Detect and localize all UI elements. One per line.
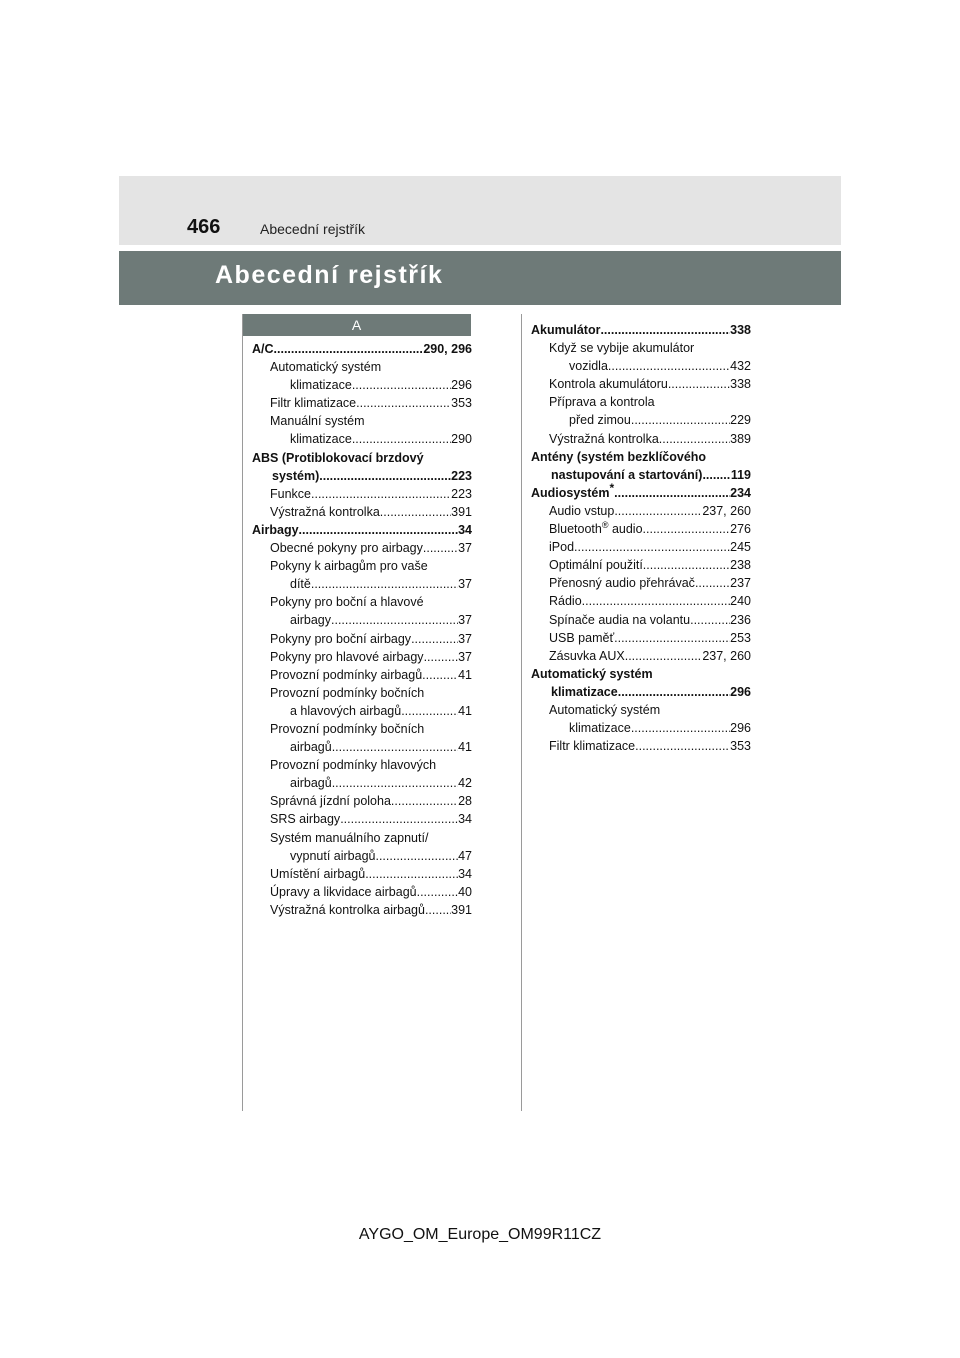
- dot-leader: [352, 376, 451, 394]
- index-entry-label: Systém manuálního zapnutí/: [270, 830, 429, 845]
- index-entry-label: Manuální systém: [270, 414, 365, 429]
- dot-leader: [417, 883, 458, 901]
- index-entry-page: 41: [458, 703, 472, 718]
- index-entry-label: a hlavových airbagů: [290, 703, 402, 718]
- index-entry-label: klimatizace: [290, 432, 352, 447]
- dot-leader: [391, 792, 458, 810]
- index-entry-page: 40: [458, 884, 472, 899]
- dot-leader: [582, 592, 730, 610]
- index-entry-page: 276: [730, 522, 751, 537]
- index-entry-page: 353: [451, 396, 472, 411]
- index-entry-label: vypnutí airbagů: [290, 848, 376, 863]
- index-letter-header: A: [242, 314, 471, 336]
- index-entry: [252, 376, 472, 394]
- index-entry: [531, 683, 751, 701]
- index-entry: [252, 539, 472, 557]
- index-entry: [531, 448, 751, 466]
- index-entry-label: Provozní podmínky hlavových: [270, 758, 437, 773]
- dot-leader: [643, 520, 731, 538]
- index-entry: [531, 357, 751, 375]
- left-column-divider: [242, 314, 243, 1111]
- index-entry: [531, 574, 751, 592]
- index-entry: [531, 502, 751, 520]
- index-entry-label: vozidla: [569, 359, 608, 374]
- index-entry-label: Přenosný audio přehrávač: [549, 576, 695, 591]
- index-entry-page: 290: [451, 432, 472, 447]
- dot-leader: [365, 865, 458, 883]
- index-entry: [252, 503, 472, 521]
- dot-leader: [332, 738, 458, 756]
- dot-leader: [380, 503, 451, 521]
- index-entry: [531, 701, 751, 719]
- dot-leader: [690, 611, 730, 629]
- index-entry: [252, 485, 472, 503]
- index-entry: [531, 719, 751, 737]
- index-entry: [252, 865, 472, 883]
- right-column-divider: [521, 314, 522, 1111]
- index-entry-page: 42: [458, 776, 472, 791]
- index-entry: [252, 630, 472, 648]
- index-entry: [531, 629, 751, 647]
- index-entry-label: airbagy: [290, 613, 331, 628]
- dot-leader: [631, 719, 730, 737]
- index-entry-label: Audiosystém*: [531, 480, 615, 500]
- index-entry: [531, 647, 751, 665]
- index-entry-page: 238: [730, 558, 751, 573]
- dot-leader: [311, 575, 458, 593]
- index-entry-label: Zásuvka AUX: [549, 648, 625, 663]
- index-entry-page: 391: [451, 902, 472, 917]
- dot-leader: [631, 411, 730, 429]
- header-band: [119, 176, 841, 245]
- index-entry-label: Správná jízdní poloha: [270, 794, 391, 809]
- index-entry-label: Pokyny k airbagům pro vaše: [270, 559, 428, 574]
- index-entry: [252, 449, 472, 467]
- index-entry: [252, 883, 472, 901]
- index-entry-page: 253: [730, 630, 751, 645]
- index-entry-page: 119: [730, 467, 751, 482]
- index-entry-superscript: ®: [601, 519, 609, 530]
- index-entry-label: Antény (systém bezklíčového: [531, 449, 707, 464]
- index-entry-label: Airbagy: [252, 522, 299, 537]
- index-entry: [531, 592, 751, 610]
- index-entry: [252, 575, 472, 593]
- index-entry: [531, 480, 751, 502]
- index-entry-page: 28: [458, 794, 472, 809]
- dot-leader: [422, 666, 458, 684]
- index-entry-page: 47: [458, 848, 472, 863]
- index-entry-page: 296: [451, 378, 472, 393]
- index-entry-label: klimatizace: [290, 378, 352, 393]
- index-entry-label: Příprava a kontrola: [549, 395, 655, 410]
- index-entry: [252, 358, 472, 376]
- index-entry: [252, 666, 472, 684]
- dot-leader: [332, 774, 458, 792]
- index-entry-label: klimatizace: [569, 721, 631, 736]
- index-entry-label: Automatický systém: [270, 360, 382, 375]
- dot-leader: [424, 648, 459, 666]
- index-entry: [531, 737, 751, 755]
- index-entry-page: 389: [730, 431, 751, 446]
- index-entry-page: 296: [730, 721, 751, 736]
- index-entry-label: Automatický systém: [549, 702, 661, 717]
- dot-leader: [608, 357, 730, 375]
- dot-leader: [352, 430, 451, 448]
- index-entry-page: 391: [451, 504, 472, 519]
- dot-leader: [423, 539, 458, 557]
- index-entry-label: dítě: [290, 577, 311, 592]
- index-entry-page: 237, 260: [702, 503, 751, 518]
- dot-leader: [618, 683, 730, 701]
- index-entry-label: Filtr klimatizace: [549, 739, 636, 754]
- index-column-right: [531, 321, 751, 755]
- index-entry-label: Bluetooth® audio: [549, 519, 643, 537]
- index-entry-page: 41: [458, 667, 472, 682]
- index-entry: [531, 430, 751, 448]
- index-entry-label: Pokyny pro hlavové airbagy: [270, 649, 424, 664]
- index-column-left: [252, 340, 472, 919]
- index-entry: [531, 393, 751, 411]
- index-entry: [531, 665, 751, 683]
- index-entry: [252, 611, 472, 629]
- index-entry: [252, 847, 472, 865]
- index-entry: [531, 339, 751, 357]
- index-entry: [531, 538, 751, 556]
- index-entry-page: 338: [730, 377, 751, 392]
- index-entry-label: Pokyny pro boční a hlavové: [270, 595, 424, 610]
- index-entry: [252, 467, 472, 485]
- index-entry: [252, 557, 472, 575]
- index-entry-page: 223: [451, 468, 472, 483]
- index-entry: [252, 810, 472, 828]
- index-entry-label: Audio vstup: [549, 503, 615, 518]
- index-entry-label: Funkce: [270, 486, 311, 501]
- index-entry: [252, 792, 472, 810]
- page-number: 466: [187, 216, 221, 238]
- index-entry: [531, 520, 751, 538]
- index-entry-page: 34: [458, 522, 472, 537]
- dot-leader: [643, 556, 730, 574]
- index-entry-label: ABS (Protiblokovací brzdový: [252, 450, 424, 465]
- index-entry-label: iPod: [549, 540, 575, 555]
- index-entry: [252, 684, 472, 702]
- index-entry-label: airbagů: [290, 776, 332, 791]
- dot-leader: [668, 375, 730, 393]
- index-entry: [252, 430, 472, 448]
- index-entry: [531, 321, 751, 339]
- index-entry-superscript: *: [609, 480, 615, 495]
- index-entry-page: 229: [730, 413, 751, 428]
- index-entry: [252, 648, 472, 666]
- index-entry-label: Úpravy a likvidace airbagů: [270, 884, 417, 899]
- index-entry-page: 290, 296: [423, 342, 472, 356]
- index-entry: [252, 340, 472, 358]
- dot-leader: [614, 502, 702, 520]
- index-entry-label: Spínače audia na volantu: [549, 612, 691, 627]
- index-entry-page: 353: [730, 739, 751, 754]
- index-entry-page: 237, 260: [702, 648, 751, 663]
- index-entry-label: Výstražná kontrolka: [270, 504, 380, 519]
- index-entry-label: Výstražná kontrolka: [549, 431, 659, 446]
- index-entry-page: 234: [730, 485, 751, 500]
- index-entry-label: Automatický systém: [531, 666, 653, 681]
- index-entry-page: 37: [458, 649, 472, 664]
- dot-leader: [299, 521, 459, 539]
- dot-leader: [340, 810, 458, 828]
- index-entry: [252, 702, 472, 720]
- index-entry-label: A/C: [252, 342, 274, 356]
- index-entry: [252, 774, 472, 792]
- index-entry: [252, 521, 472, 539]
- dot-leader: [401, 702, 458, 720]
- dot-leader: [311, 485, 451, 503]
- dot-leader: [425, 901, 451, 919]
- index-entry-page: 34: [458, 812, 472, 827]
- dot-leader: [702, 466, 730, 484]
- dot-leader: [319, 467, 451, 485]
- index-entry-label: Filtr klimatizace: [270, 396, 357, 411]
- index-entry: [252, 829, 472, 847]
- dot-leader: [600, 321, 730, 339]
- index-entry: [531, 375, 751, 393]
- index-entry: [252, 412, 472, 430]
- index-entry-page: 34: [458, 866, 472, 881]
- dot-leader: [625, 647, 703, 665]
- running-title: Abecední rejstřík: [260, 221, 366, 237]
- index-entry-page: 37: [458, 577, 472, 592]
- index-entry-label: nastupování a startování): [551, 467, 703, 482]
- index-entry-label: Umístění airbagů: [270, 866, 366, 881]
- index-entry-label: Výstražná kontrolka airbagů: [270, 902, 425, 917]
- index-entry-label: SRS airbagy: [270, 812, 341, 827]
- index-entry: [531, 466, 751, 484]
- index-entry-page: 296: [730, 684, 751, 699]
- dot-leader: [411, 630, 458, 648]
- index-entry: [531, 556, 751, 574]
- index-entry-label: Optimální použití: [549, 558, 643, 573]
- index-entry-label: airbagů: [290, 740, 332, 755]
- index-entry-label: Provozní podmínky bočních: [270, 685, 425, 700]
- index-entry-page: 240: [730, 594, 751, 609]
- index-entry-label: Kontrola akumulátoru: [549, 377, 668, 392]
- index-entry-page: 37: [458, 631, 472, 646]
- dot-leader: [375, 847, 458, 865]
- dot-leader: [574, 538, 730, 556]
- index-entry-page: 223: [451, 486, 472, 501]
- index-entry-label: Rádio: [549, 594, 582, 609]
- index-entry: [252, 901, 472, 919]
- dot-leader: [659, 430, 730, 448]
- dot-leader: [331, 611, 458, 629]
- dot-leader: [635, 737, 730, 755]
- index-entry: [252, 394, 472, 412]
- index-entry: [531, 611, 751, 629]
- document-code: AYGO_OM_Europe_OM99R11CZ: [358, 1226, 602, 1243]
- index-entry-page: 37: [458, 541, 472, 556]
- index-entry-page: 245: [730, 540, 751, 555]
- index-entry-label: před zimou: [569, 413, 631, 428]
- index-entry-label: Obecné pokyny pro airbagy: [270, 541, 423, 556]
- index-entry-label: Když se vybije akumulátor: [549, 341, 695, 356]
- index-entry: [252, 738, 472, 756]
- page-title: Abecední rejstřík: [215, 261, 444, 289]
- index-entry-page: 236: [730, 612, 751, 627]
- index-entry-page: 37: [458, 613, 472, 628]
- dot-leader: [274, 340, 424, 358]
- index-entry-page: 338: [730, 323, 751, 337]
- index-entry-page: 237: [730, 576, 751, 591]
- index-entry: [252, 593, 472, 611]
- index-entry: [252, 756, 472, 774]
- dot-leader: [614, 484, 730, 502]
- index-entry-page: 432: [730, 359, 751, 374]
- index-entry-label: USB paměť: [549, 630, 615, 645]
- index-entry-label: Provozní podmínky bočních: [270, 721, 425, 736]
- dot-leader: [356, 394, 451, 412]
- index-entry-label: Akumulátor: [531, 323, 601, 337]
- index-entry-page: 41: [458, 740, 472, 755]
- index-entry-label: systém): [272, 468, 320, 483]
- index-entry-label: Provozní podmínky airbagů: [270, 667, 423, 682]
- dot-leader: [695, 574, 730, 592]
- index-entry: [531, 411, 751, 429]
- index-entry-label: klimatizace: [551, 684, 618, 699]
- index-entry-label: Pokyny pro boční airbagy: [270, 631, 412, 646]
- index-entry: [252, 720, 472, 738]
- dot-leader: [614, 629, 730, 647]
